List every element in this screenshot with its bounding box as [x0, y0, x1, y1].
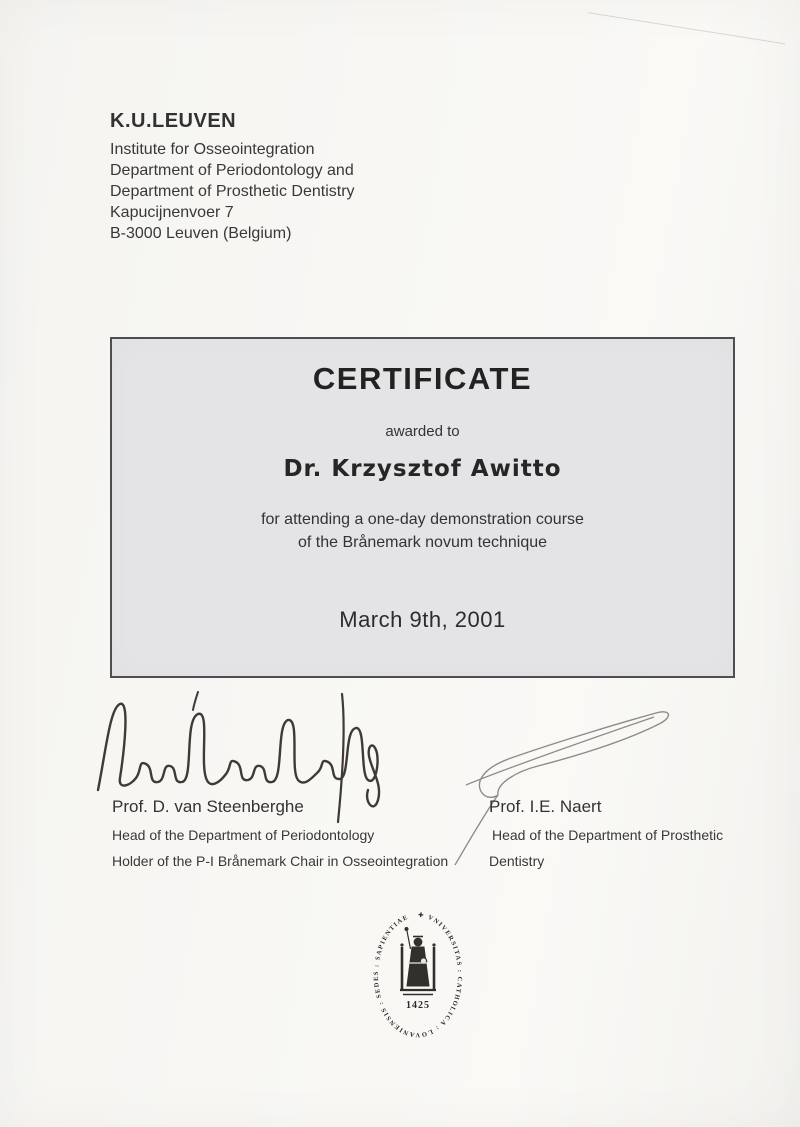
seal-year: 1425	[406, 1000, 430, 1011]
seal-ring-text: ✚ VNIVERSITAS : CATHOLICA : LOVANIENSIS : SEDES : SAPIENTIAE	[372, 911, 464, 1039]
scan-crease	[588, 0, 793, 44]
letterhead	[110, 110, 355, 244]
seal-figure	[400, 927, 436, 995]
certificate-box	[110, 337, 735, 678]
course-description-line-2: of the Brånemark novum technique	[297, 534, 548, 551]
signatory-right-name: Prof. I.E. Naert	[489, 797, 602, 816]
recipient-name: Dr. Krzysztof Awitto	[283, 456, 562, 482]
organization-name: K.U.LEUVEN	[110, 110, 237, 132]
letterhead-line: B-3000 Leuven (Belgium)	[110, 225, 292, 242]
certificate-title: CERTIFICATE	[312, 361, 533, 396]
university-seal	[356, 893, 480, 1057]
signatory-right-role-1: Head of the Department of Prosthetic	[492, 827, 724, 843]
signatory-right-role-2: Dentistry	[489, 853, 545, 869]
naert-signature	[430, 693, 680, 871]
letterhead-line: Department of Periodontology and	[110, 162, 354, 179]
signatory-left-name: Prof. D. van Steenberghe	[112, 797, 304, 816]
course-description-line-1: for attending a one-day demonstration course	[261, 511, 584, 528]
signatory-left-role-2: Holder of the P-I Brånemark Chair in Osseointegration	[112, 853, 449, 869]
letterhead-line: Department of Prosthetic Dentistry	[110, 183, 355, 200]
course-date: March 9th, 2001	[339, 607, 506, 632]
awarded-to-label: awarded to	[385, 423, 460, 440]
letterhead-line: Institute for Osseointegration	[110, 141, 315, 158]
letterhead-line: Kapucijnenvoer 7	[110, 204, 234, 221]
signatory-left-role-1: Head of the Department of Periodontology	[112, 827, 375, 843]
